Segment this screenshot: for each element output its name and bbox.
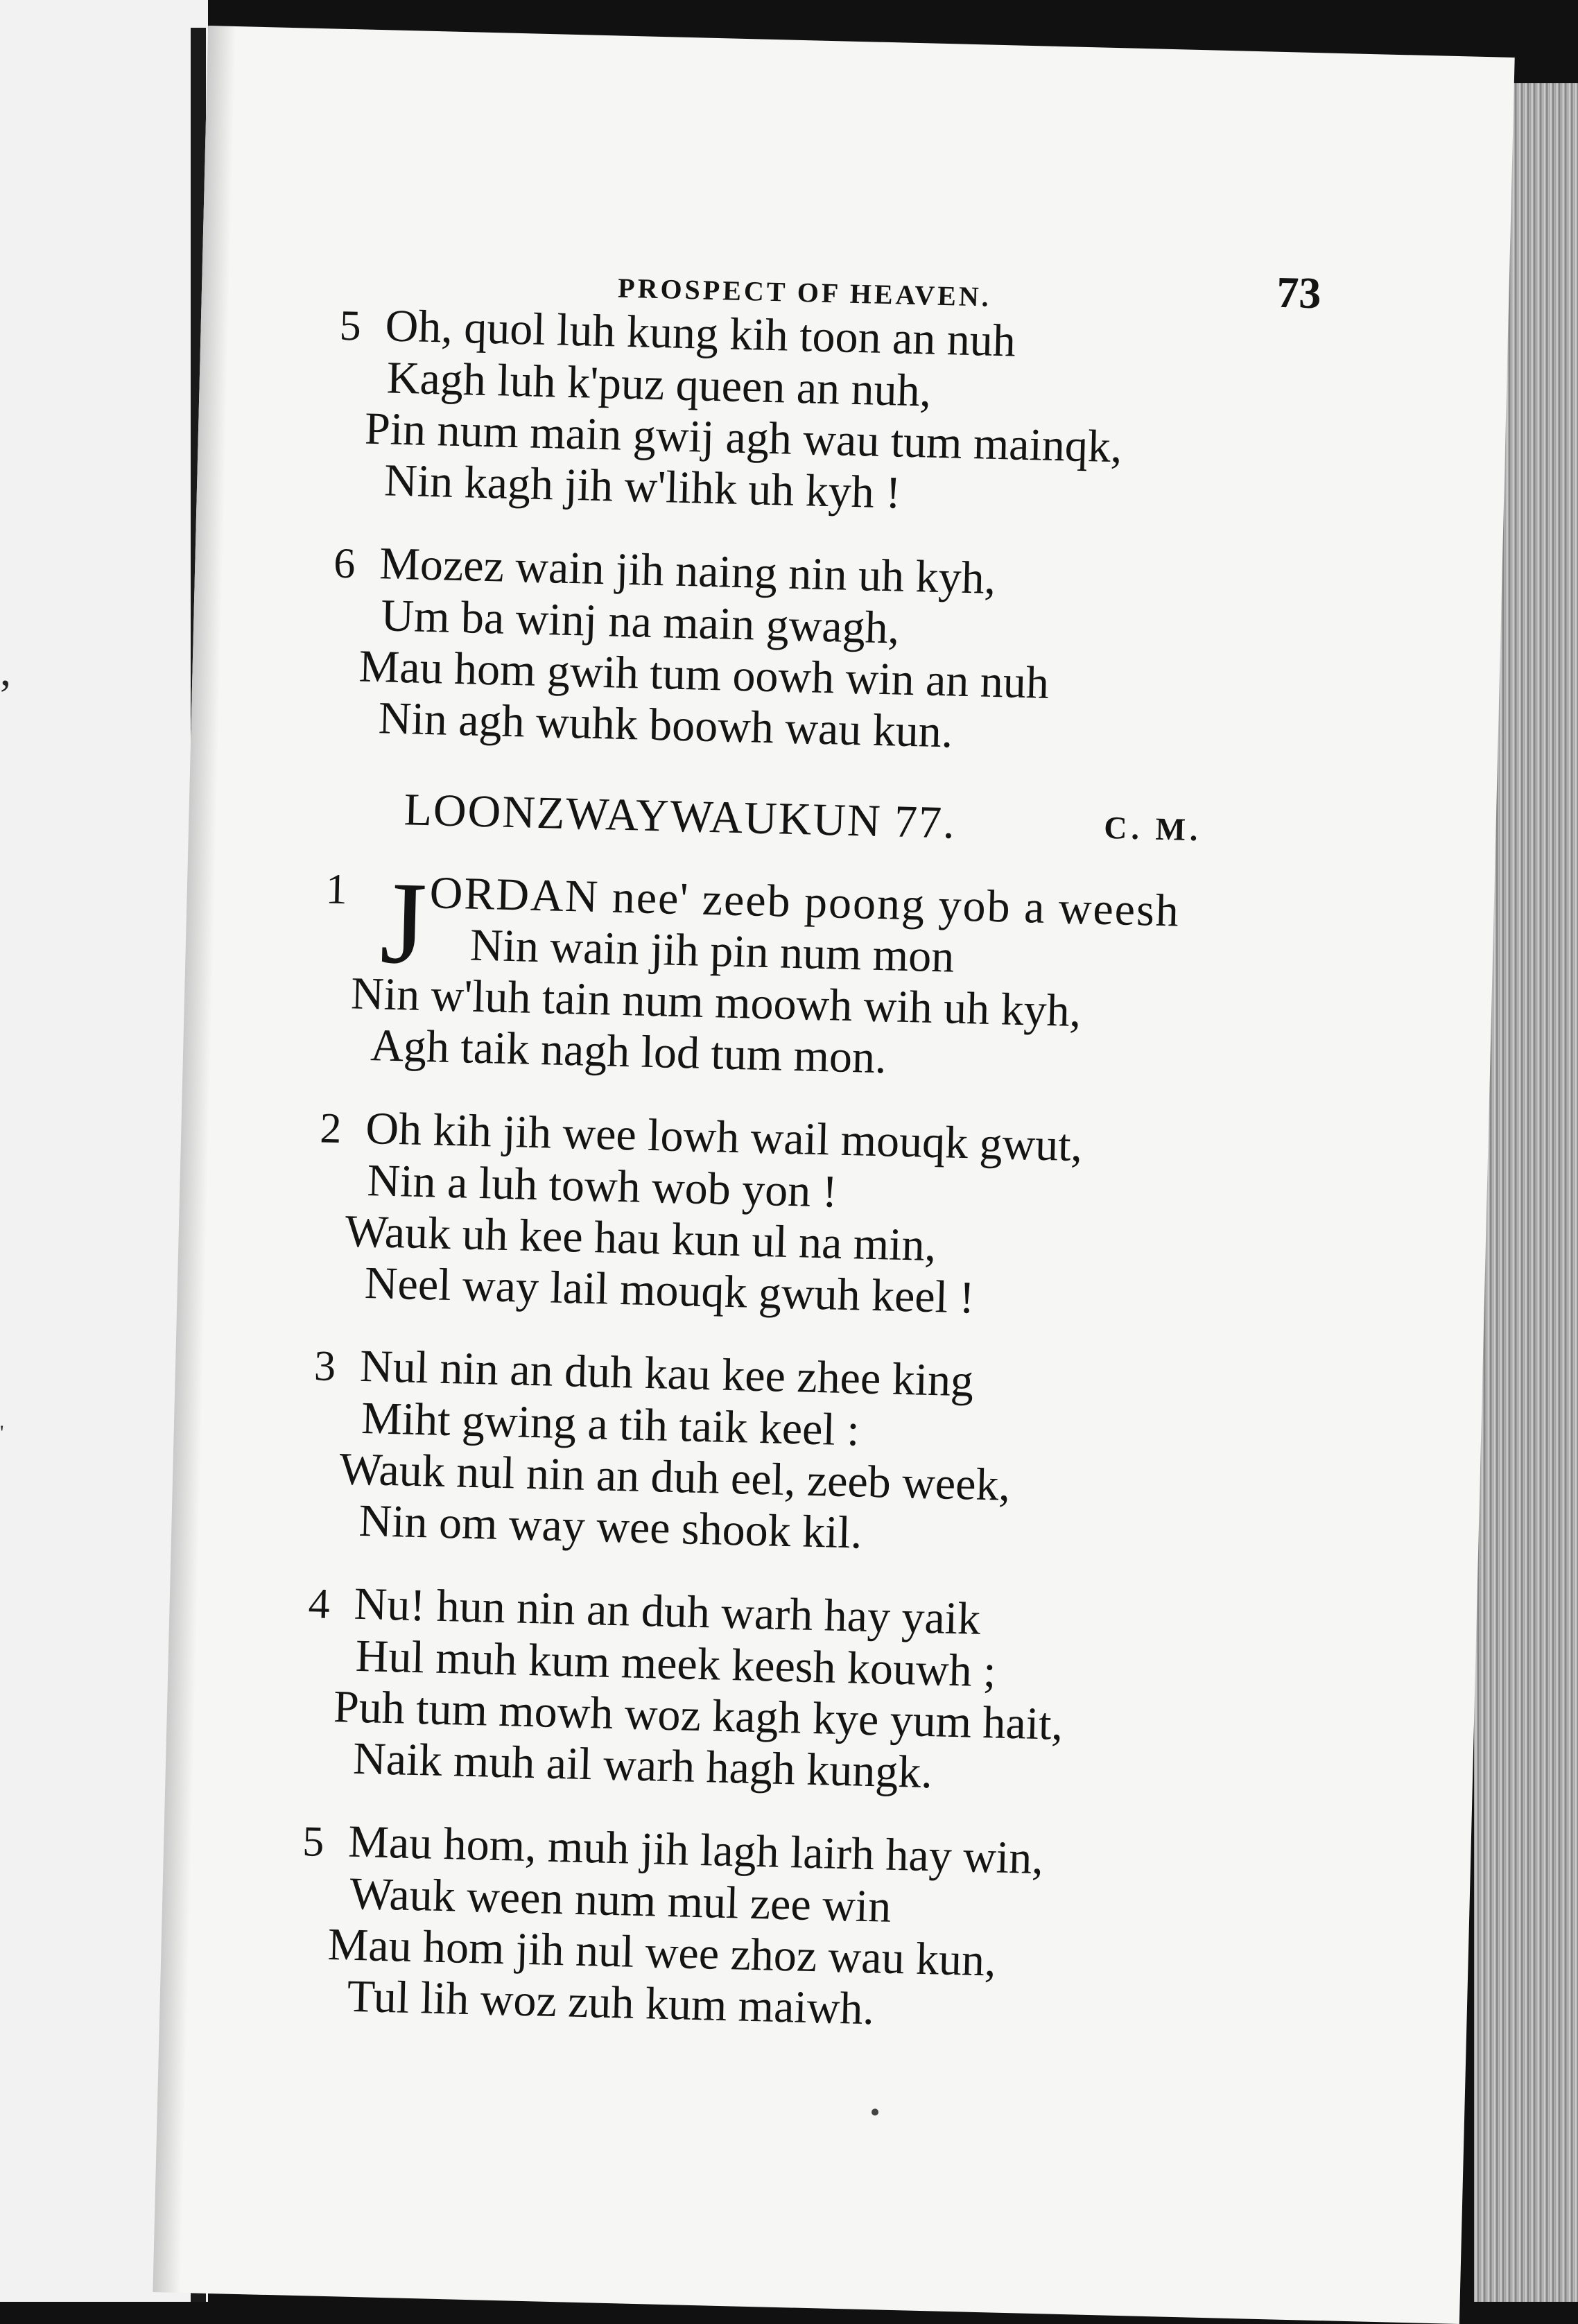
hymn-meter: C. M. [1103, 809, 1203, 848]
verse-line: Nin a luh towh wob yon ! [366, 1155, 838, 1217]
stanza [329, 537, 1339, 768]
verse-text: Oh kih jih wee lowh wail mouqk gwut, [365, 1103, 1083, 1172]
hymn-heading [327, 775, 1333, 876]
stanza [310, 1339, 1320, 1570]
verse-text: Mau hom, muh jih lagh lairh hay win, [347, 1816, 1044, 1884]
verse-line: Hul muh kum meek keesh kouwh ; [355, 1630, 997, 1697]
verse-line: Kagh luh k'puz queen an nuh, [386, 352, 932, 417]
stanza-number: 4 [307, 1580, 331, 1628]
verse-text: Nu! hun nin an duh warh hay yaik [353, 1578, 981, 1645]
verse-text: Nul nin an duh kau kee zhee king [359, 1340, 974, 1407]
verse-line: Wauk nul nin an duh eel, zeeb week, [338, 1443, 1011, 1511]
verse-line: Miht gwing a tih taik keel : [361, 1392, 860, 1456]
hymn-title: LOONZWAYWAUKUN 77. [403, 784, 957, 849]
verse-line: Tul lih woz zuh kum maiwh. [347, 1970, 875, 2035]
page-content [297, 300, 1345, 2078]
verse-line: Nin wain jih pin num mon [469, 919, 955, 982]
stanza-number: 1 [325, 865, 348, 914]
verse-line: Naik muh ail warh hagh kungk. [352, 1733, 933, 1798]
verse-line: Nin w'luh tain num moowh wih uh kyh, [350, 968, 1082, 1037]
stanza [335, 300, 1345, 530]
drop-cap: J [379, 857, 428, 989]
speck [872, 2108, 878, 2115]
stanza-number: 5 [302, 1818, 325, 1866]
verse-line: Pin num main gwij agh wau tum mainqk, [364, 403, 1123, 473]
verse-line: Wauk uh kee hau kun ul na min, [344, 1206, 937, 1272]
verse-line: Nin kagh jih w'lihk uh kyh ! [383, 455, 902, 519]
stanza [304, 1577, 1314, 1807]
stanza-number: 6 [333, 539, 356, 588]
verse-text: Oh, quol luh kung kih toon an nuh [384, 300, 1016, 367]
stanza-number: 5 [338, 302, 362, 350]
stanza [298, 1815, 1308, 2045]
verse-line: Agh taik nagh lod tum mon. [370, 1020, 887, 1084]
book-page [153, 26, 1514, 2324]
stanza-number: 2 [319, 1104, 343, 1153]
previous-page-fragment: , [0, 645, 11, 695]
stanza-number: 3 [313, 1342, 336, 1391]
stanza [322, 857, 1332, 1094]
verse-line: Mau hom gwih tum oowh win an nuh [358, 641, 1050, 709]
verse-line: Neel way lail mouqk gwuh keel ! [364, 1258, 976, 1324]
verse-line: Puh tum mowh woz kagh kye yum hait, [333, 1681, 1064, 1750]
verse-line: Nin om way wee shook kil. [358, 1495, 863, 1559]
verse-line: Um ba winj na main gwagh, [380, 590, 901, 654]
stanza [315, 1102, 1326, 1332]
page-number: 73 [1276, 267, 1322, 318]
running-head: PROSPECT OF HEAVEN. [617, 272, 992, 313]
verse-line: Mau hom jih nul wee zhoz wau kun, [327, 1919, 997, 1986]
page-header [202, 199, 1510, 318]
verse-line: ORDAN nee' zeeb poong yob a weesh [428, 867, 1181, 937]
verse-line: Nin agh wuhk boowh wau kun. [378, 693, 954, 758]
verse-text: Mozez wain jih naing nin uh kyh, [379, 538, 997, 604]
previous-page-fragment: ' [0, 1421, 4, 1444]
verse-line: Wauk ween num mul zee win [349, 1868, 892, 1932]
